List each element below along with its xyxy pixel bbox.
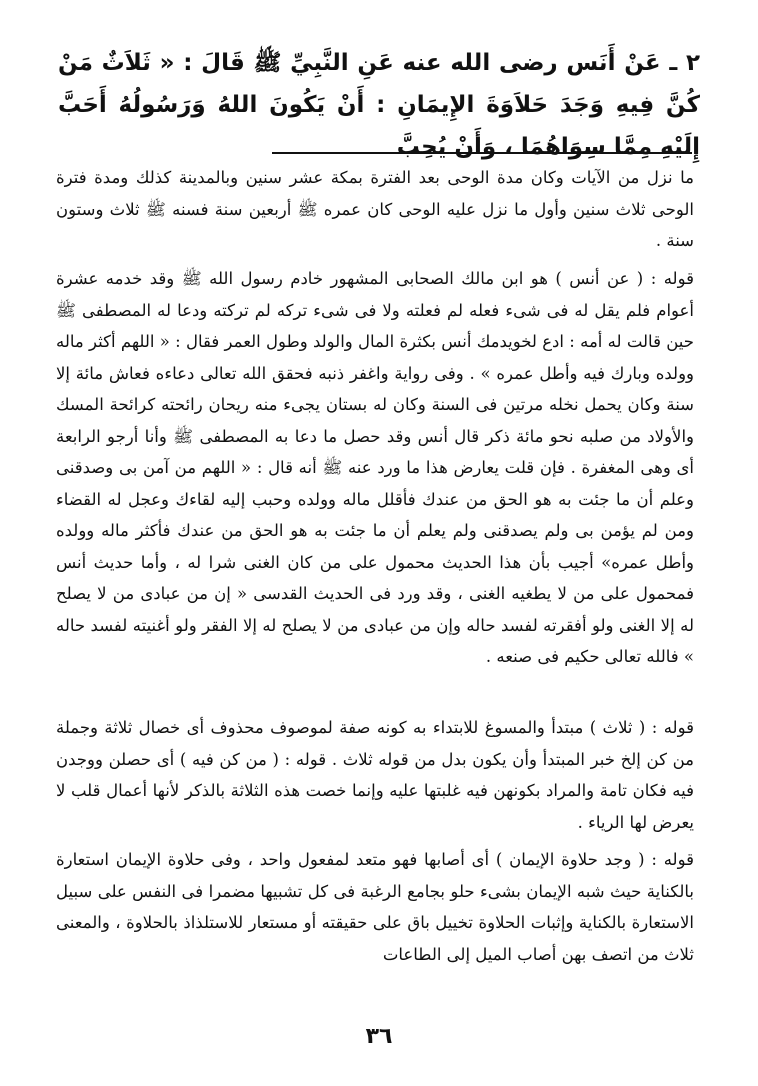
commentary-paragraph: قوله : ( ثلاث ) مبتدأ والمسوغ للابتداء به كونه صفة لموصوف محذوف أى خصال ثلاثة وجملة من كن إلخ خبر المبتدأ وأن يكون بدل من قوله ثلاث . قوله : ( من كن فيه ) أى حصلن ووجدن فيه فكان تامة والمراد بكونهن فيه غلبتها عليه وإنما خصت هذه الثلاثة بالذكر لأنها أعمال قلب لا يعرض لها الرياء . (56, 718, 694, 832)
commentary-paragraph: قوله : ( وجد حلاوة الإيمان ) أى أصابها فهو متعد لمفعول واحد ، وفى حلاوة الإيمان استعارة بالكناية حيث شبه الإيمان بشىء حلو بجامع الرغبة فى كل تشبيها مضمرا فى النفس على سبيل الاستعارة بالكناية وإثبات الحلاوة تخييل باق على حقيقته أو مستعار للاستلذاذ بالحلاوة ، والمعنى ثلاث من اتصف بهن أصاب الميل إلى الطاعات (56, 850, 694, 964)
hadith-text: ٢ ـ عَنْ أَنَس رضى الله عنه عَنِ النَّبِيِّ ﷺ قَالَ : « ثَلاَثٌ مَنْ كُنَّ فِيهِ وَجَدَ حَلاَوَةَ الإِيمَانِ : أَنْ يَكُونَ اللهُ وَرَسُولُهُ أَحَبَّ إِلَيْهِ مِمَّا سِوَاهُمَا ، وَأَنْ يُحِبَّ (58, 50, 700, 160)
commentary-paragraph: ما نزل من الآيات وكان مدة الوحى بعد الفترة بمكة عشر سنين وبالمدينة كذلك ومدة فترة الوحى ثلاث سنين وأول ما نزل عليه الوحى كان عمره ﷺ أربعين سنة فسنه ﷺ ثلاث وستون سنة . (56, 168, 694, 250)
separator-rule (272, 152, 692, 154)
commentary-paragraph: قوله : ( عن أنس ) هو ابن مالك الصحابى المشهور خادم رسول الله ﷺ وقد خدمه عشرة أعوام فلم يقل له فى شىء فعله لم فعلته ولا فى شىء تركه لم تركته ودعا له المصطفى ﷺ حين قالت له أمه : ادع لخويدمك أنس بكثرة المال والولد وطول العمر فقال : « اللهم أكثر ماله وولده وبارك فيه وأطل عمره » . وفى رواية واغفر ذنبه فحقق الله تعالى دعاءه فعاش مائة إلا سنة وكان يحمل نخله مرتين فى السنة وكان له بستان يجىء منه ريحان رائحته كرائحة المسك والأولاد من صلبه نحو مائة ذكر قال أنس وقد حصل ما دعا به المصطفى ﷺ وأنا أرجو الرابعة أى وهى المغفرة . فإن قلت يعارض هذا ما ورد عنه ﷺ أنه قال : « اللهم من آمن بى وصدقنى وعلم أن ما جئت به هو الحق من عندك فأقلل ماله وولده وحبب إليه لقاءك وعجل له القضاء ومن لم يؤمن بى ولم يصدقنى ولم يعلم أن ما جئت به هو الحق من عندك فأكثر ماله وولده وأطل عمره» أجيب بأن هذا الحديث محمول على من كان الغنى شرا له ، وأما حديث أنس فمحمول على من لا يطغيه الغنى ، وقد ورد فى الحديث القدسى « إن من عبادى من لا يصلح له إلا الغنى ولو أفقرته لفسد حاله وإن من عبادى من لا يصلح له إلا الفقر ولو أغنيته لفسد حاله » فالله تعالى حكيم فى صنعه . (56, 269, 694, 666)
page-number: ٣٦ (365, 1024, 393, 1049)
